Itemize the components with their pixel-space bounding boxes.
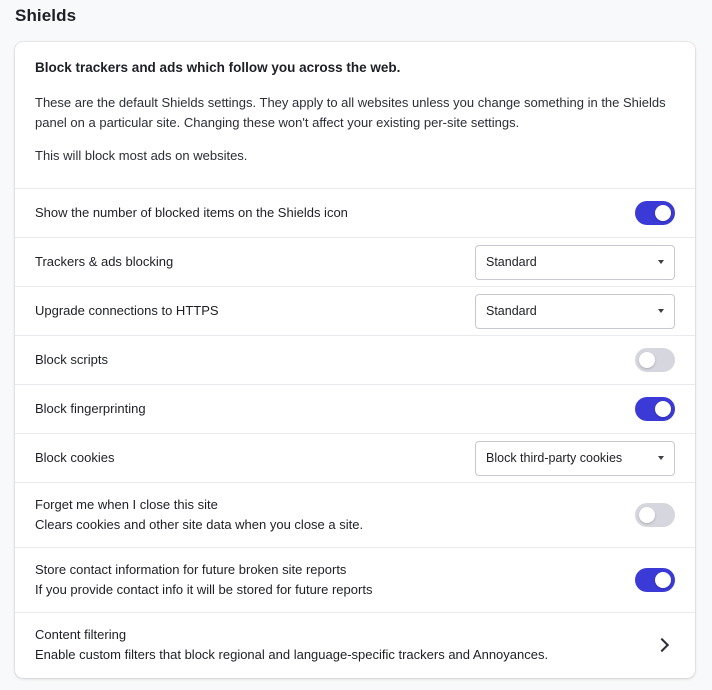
intro-description: These are the default Shields settings. They apply to all websites unless you change something in the Shields panel on a particular site. Changing these won't affect your existing per-site settings. (35, 95, 666, 130)
block-fingerprinting-toggle[interactable] (635, 397, 675, 421)
block-cookies-select[interactable] (475, 441, 675, 476)
setting-label: Show the number of blocked items on the Shields icon (35, 205, 348, 220)
setting-label: Store contact information for future broken site reports (35, 562, 347, 577)
setting-row-store-contact (15, 548, 695, 613)
setting-row-block-scripts (15, 336, 695, 385)
setting-row-content-filtering[interactable] (15, 613, 695, 676)
toggle-knob (639, 352, 655, 368)
setting-row-upgrade-https (15, 287, 695, 336)
setting-row-block-fingerprinting (15, 385, 695, 434)
setting-label: Upgrade connections to HTTPS (35, 303, 219, 318)
caret-down-icon (658, 260, 664, 264)
upgrade-https-select[interactable] (475, 294, 675, 329)
select-value: Block third-party cookies (486, 451, 623, 465)
show-blocked-count-toggle[interactable] (635, 201, 675, 225)
setting-row-forget-me (15, 483, 695, 548)
forget-me-toggle[interactable] (635, 503, 675, 527)
toggle-knob (655, 401, 671, 417)
toggle-knob (639, 507, 655, 523)
caret-down-icon (658, 456, 664, 460)
setting-text (35, 495, 363, 535)
setting-description: Enable custom filters that block regional and language-specific trackers and Annoyances. (35, 646, 549, 662)
page-title: Shields (15, 6, 77, 25)
setting-row-trackers-ads (15, 238, 695, 287)
setting-row-block-cookies (15, 434, 695, 483)
trackers-ads-select[interactable] (475, 245, 675, 280)
caret-down-icon (658, 309, 664, 313)
setting-description: If you provide contact info it will be stored for future reports (35, 582, 373, 597)
chevron-right-icon[interactable] (655, 637, 669, 651)
setting-description: Clears cookies and other site data when you close a site. (35, 517, 364, 532)
setting-label: Trackers & ads blocking (35, 254, 174, 269)
shields-intro (15, 42, 695, 189)
intro-note: This will block most ads on websites. (35, 148, 248, 163)
setting-label: Block fingerprinting (35, 401, 146, 416)
intro-heading: Block trackers and ads which follow you across the web. (35, 60, 401, 75)
setting-row-show-blocked-count (15, 189, 695, 238)
select-value: Standard (486, 304, 537, 318)
setting-text (35, 560, 372, 600)
toggle-knob (655, 572, 671, 588)
setting-label: Block cookies (35, 450, 115, 465)
store-contact-toggle[interactable] (635, 568, 675, 592)
select-value: Standard (486, 255, 537, 269)
setting-text (35, 625, 548, 665)
shields-settings-card (15, 42, 695, 678)
setting-label: Content filtering (35, 626, 127, 642)
block-scripts-toggle[interactable] (635, 348, 675, 372)
toggle-knob (655, 205, 671, 221)
setting-label: Block scripts (35, 352, 108, 367)
setting-label: Forget me when I close this site (35, 497, 218, 512)
